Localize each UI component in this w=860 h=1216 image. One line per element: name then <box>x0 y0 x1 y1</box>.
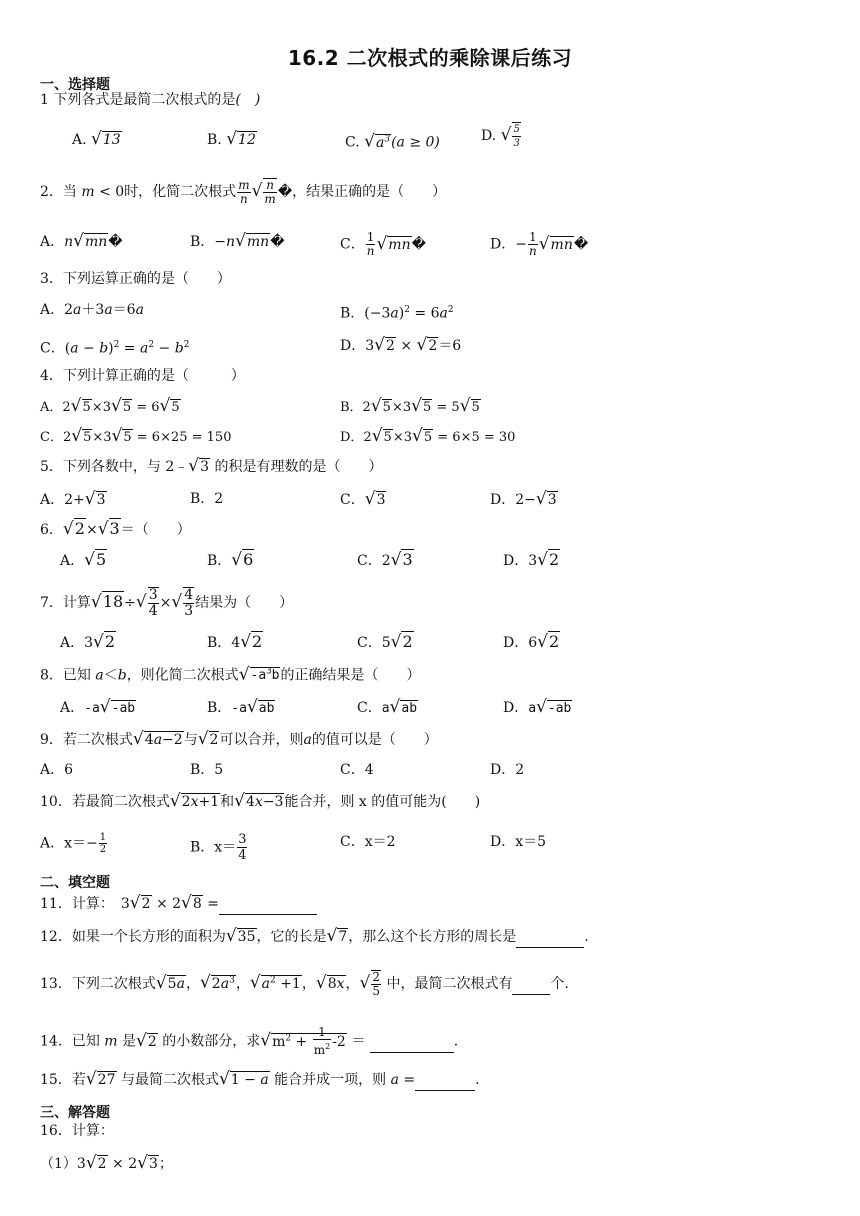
q4-option-a[interactable]: A．2√5×3√5 = 6√5 <box>40 396 180 416</box>
q3-option-c[interactable]: C．$(a - b)^2 = a^2 - b^2$ <box>40 340 190 357</box>
q6-option-c[interactable]: C．2√3 <box>357 550 413 570</box>
q2-option-d[interactable]: D．− $\frac{1}{n}$ √mn� <box>490 230 589 258</box>
section-heading-fill: 二、填空题 <box>40 875 110 891</box>
q3-option-d[interactable]: D．3√2 × √2＝6 <box>340 335 462 355</box>
q4-option-b[interactable]: B．2√5×3√5 = 5√5 <box>340 396 480 416</box>
q15-answer-blank[interactable] <box>415 1070 475 1091</box>
q3-option-a[interactable]: A．2a＋3a＝6a <box>40 302 144 318</box>
q8-option-b[interactable]: B．-a√ab <box>207 697 275 717</box>
q4-option-c[interactable]: C．2√5×3√5 = 6×25 = 150 <box>40 426 232 446</box>
q10-option-c[interactable]: C．x＝2 <box>340 834 396 850</box>
q1-option-d[interactable]: D. √ $\frac{5}{3}$ <box>481 124 520 149</box>
question-10-stem: 10．若最简二次根式√2x+1和√4x−3能合并，则 x 的值可能为( ) <box>40 791 481 811</box>
q13-answer-blank[interactable] <box>512 974 550 995</box>
section-heading-choice: 一、选择题 <box>40 77 110 93</box>
q10-option-d[interactable]: D．x＝5 <box>490 834 547 850</box>
q13-tail: 个. <box>550 976 569 992</box>
q8-option-d[interactable]: D．a√-ab <box>503 697 572 717</box>
section-heading-solve: 三、解答题 <box>40 1105 110 1121</box>
q9-option-d[interactable]: D．2 <box>490 762 525 778</box>
question-16-part-1: （1）3√2 × 2√3； <box>40 1153 173 1173</box>
q4-option-d[interactable]: D．2√5×3√5 = 6×5 = 30 <box>340 426 516 446</box>
question-4-stem: 4．下列计算正确的是（ ） <box>40 368 245 384</box>
question-16-stem: 16．计算： <box>40 1123 114 1139</box>
question-8-stem: 8．已知 a＜b，则化简二次根式$√-a^3b$的正确结果是（ ） <box>40 664 421 685</box>
q12-answer-blank[interactable] <box>516 927 584 948</box>
q14-answer-blank[interactable] <box>370 1032 454 1053</box>
q6-option-b[interactable]: B．√6 <box>207 550 254 570</box>
question-11: 11．计算： 3√2 × 2√8 = <box>40 893 317 915</box>
q5-option-a[interactable]: A．2+√3 <box>40 489 106 509</box>
question-3-stem: 3．下列运算正确的是（ ） <box>40 271 231 287</box>
q8-option-c[interactable]: C．a√ab <box>357 697 418 717</box>
question-2-stem: 2．当 m < 0时，化简二次根式 $\frac{m}{n}$ √ $\frac{n}{m}$ �，结果正确的是（ ） <box>40 177 447 206</box>
q6-option-a[interactable]: A．√5 <box>60 550 107 570</box>
q5-option-b[interactable]: B．2 <box>190 491 224 507</box>
q1-option-b[interactable]: B. √12 <box>207 129 256 149</box>
question-5-stem: 5．下列各数中，与 2﹣√3 的积是有理数的是（ ） <box>40 456 383 476</box>
q2-option-a[interactable]: A．n√mn� <box>40 231 123 251</box>
question-15: 15．若√27 与最简二次根式√1 − a 能合并成一项，则 a = . <box>40 1069 480 1089</box>
q8-option-a[interactable]: A．-a√-ab <box>60 697 136 717</box>
q6-option-d[interactable]: D．3√2 <box>503 550 560 570</box>
q1-option-c[interactable]: C. $√a^3(a \ge 0)$ <box>345 131 440 152</box>
question-6-stem: 6．√2×√3＝（ ） <box>40 519 191 539</box>
page-title: 16.2 二次根式的乘除课后练习 <box>287 46 573 70</box>
q2-option-c[interactable]: C． $\frac{1}{n}$ √mn� <box>340 230 426 258</box>
question-13: 13．下列二次根式√5a，$√2a^3$，$√a^2 +1$，√8x，√ $\frac{2}{5}$ 中，最简二次根式有 个. <box>40 970 569 998</box>
question-7-stem: 7．计算√18÷√ $\frac{3}{4}$ ×√ $\frac{4}{3}$ 结果为（ ） <box>40 587 294 619</box>
q10-option-a[interactable]: A．x＝− $\frac{1}{2}$ <box>40 832 107 855</box>
q9-option-c[interactable]: C．4 <box>340 762 374 778</box>
q1-option-a[interactable]: A. √13 <box>72 129 121 149</box>
q7-option-c[interactable]: C．5√2 <box>357 632 413 652</box>
question-9-stem: 9．若二次根式√4a−2与√2可以合并，则a的值可以是（ ） <box>40 729 438 749</box>
question-12: 12．如果一个长方形的面积为√35，它的长是√7，那么这个长方形的周长是 . <box>40 926 589 946</box>
question-14: 14．已知 m 是√2 的小数部分，求$√m^2$ + $\frac{1}{m^2}$ -2 ＝ . <box>40 1025 459 1057</box>
q9-option-a[interactable]: A．6 <box>40 762 74 778</box>
q11-answer-blank[interactable] <box>219 894 317 915</box>
question-1-stem: 1 下列各式是最简二次根式的是( ) <box>40 92 261 108</box>
q7-option-a[interactable]: A．3√2 <box>60 632 116 652</box>
q7-option-b[interactable]: B．4√2 <box>207 632 263 652</box>
q3-option-b[interactable]: B．$(-3a)^2 = 6a^2$ <box>340 305 454 322</box>
q10-option-b[interactable]: B．x＝ $\frac{3}{4}$ <box>190 832 247 863</box>
q2-option-b[interactable]: B．−n√mn� <box>190 231 285 251</box>
q7-option-d[interactable]: D．6√2 <box>503 632 560 652</box>
q5-option-c[interactable]: C．√3 <box>340 489 386 509</box>
q9-option-b[interactable]: B．5 <box>190 762 224 778</box>
q5-option-d[interactable]: D．2−√3 <box>490 489 557 509</box>
